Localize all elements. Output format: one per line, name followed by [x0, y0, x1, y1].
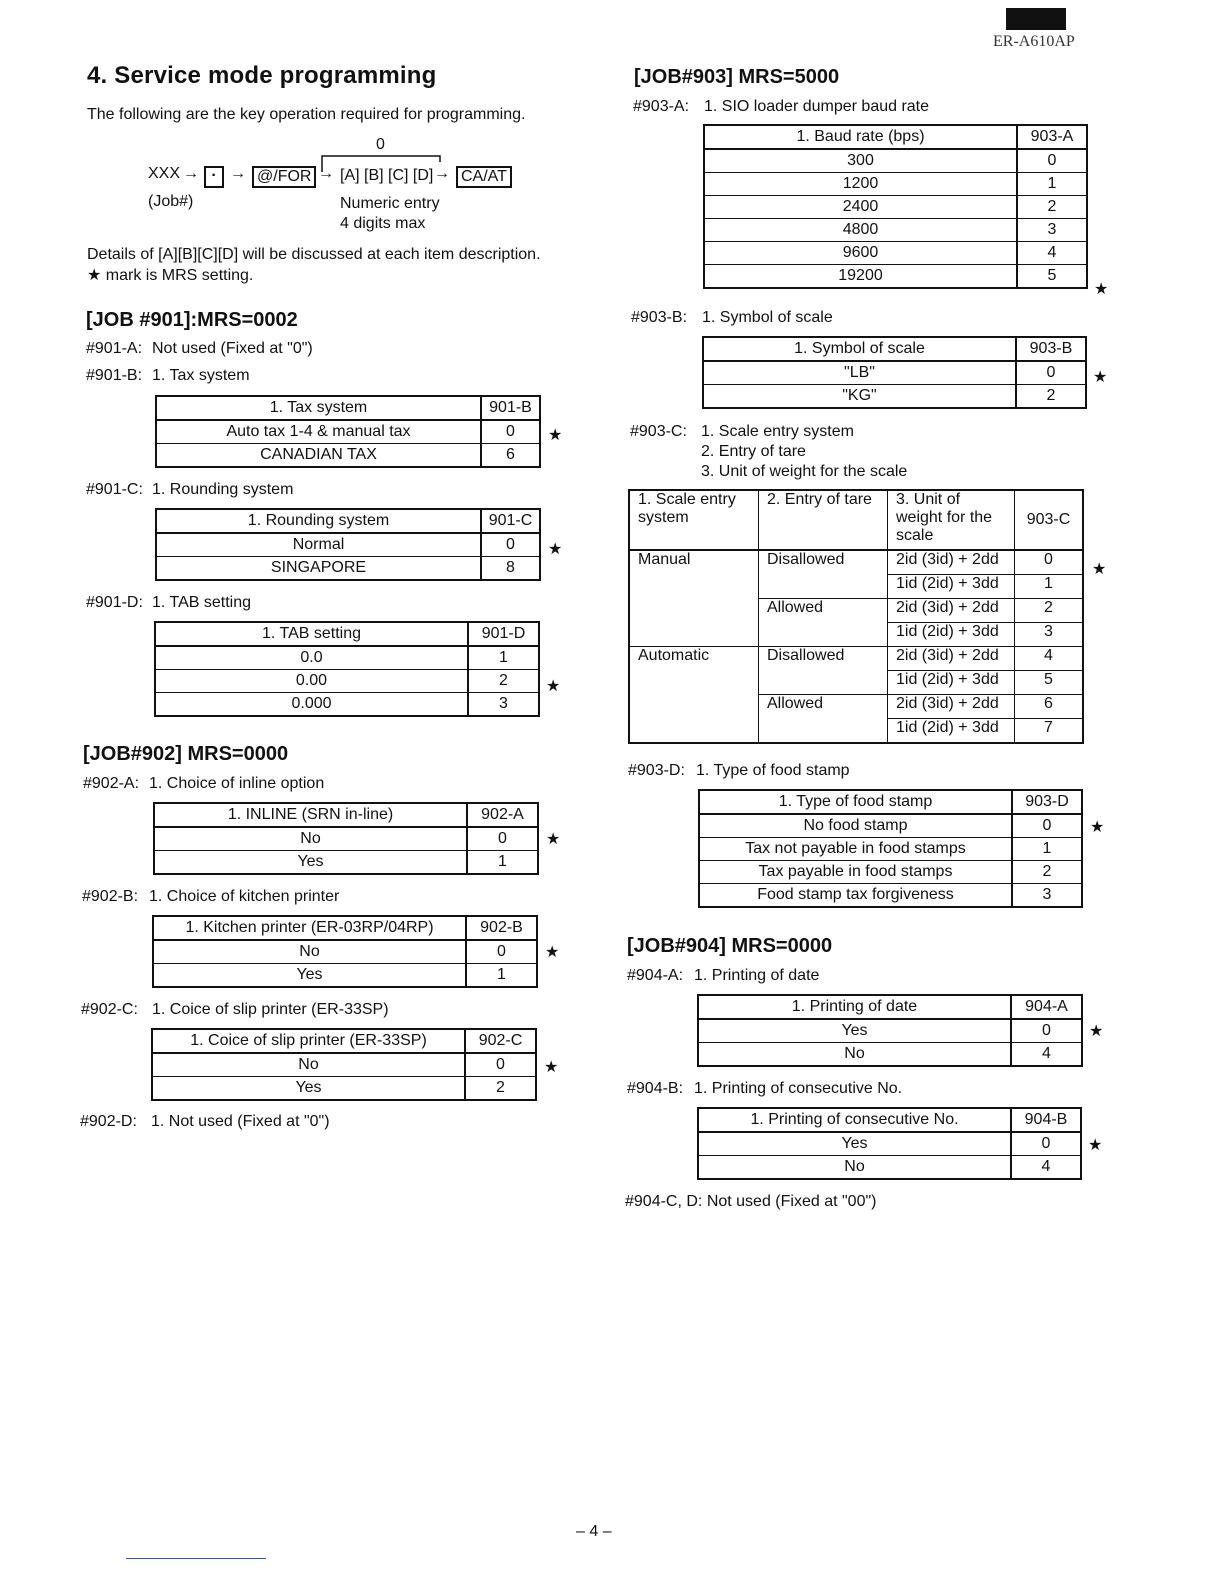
table-head-cell: 1. Coice of slip printer (ER-33SP)	[152, 1029, 465, 1053]
job901-d-label: #901-D:	[86, 594, 143, 611]
table-cell: No	[152, 1053, 465, 1077]
for-key: @/FOR	[252, 166, 316, 188]
table-row	[154, 827, 538, 851]
table-cell: No	[154, 827, 467, 851]
table-header-row	[154, 803, 538, 827]
mrs-star-901-b: ★	[548, 427, 563, 444]
table-row	[698, 1132, 1081, 1156]
table-cell: Automatic	[629, 647, 759, 744]
mrs-star-903-c: ★	[1092, 561, 1107, 578]
table-value-cell: 0	[466, 940, 537, 964]
table-row	[704, 196, 1087, 219]
table-head-cell: 1. INLINE (SRN in-line)	[154, 803, 467, 827]
table-cell: 2id (3id) + 2dd	[888, 599, 1015, 623]
table-value-cell: 3	[1012, 884, 1082, 908]
job901-d-text: 1. TAB setting	[152, 594, 252, 611]
table-cell: Auto tax 1-4 & manual tax	[156, 420, 481, 444]
table-value-cell: 2	[468, 670, 539, 693]
table-header-row	[156, 509, 540, 533]
job901-c-text: 1. Rounding system	[152, 481, 294, 498]
table-cell: No	[153, 940, 466, 964]
table-903-b	[702, 336, 1087, 409]
arrow-3: →	[318, 165, 334, 182]
table-row	[629, 550, 1083, 575]
job902-a-text: 1. Choice of inline option	[149, 775, 325, 792]
table-value-cell: 3	[1017, 219, 1087, 242]
table-row	[704, 173, 1087, 196]
table-cell: 19200	[704, 265, 1017, 289]
mrs-star-901-c: ★	[548, 541, 563, 558]
ca-at-key: CA/AT	[456, 166, 512, 188]
table-cell: 300	[704, 149, 1017, 173]
table-903-c	[628, 489, 1084, 744]
job902-c-text: 1. Coice of slip printer (ER-33SP)	[152, 1001, 389, 1018]
table-value-cell: 3	[468, 693, 539, 717]
table-value-cell: 6	[1015, 695, 1084, 719]
table-cell: CANADIAN TAX	[156, 444, 481, 468]
table-901-b	[155, 395, 541, 468]
job902-title: [JOB#902] MRS=0000	[83, 743, 289, 765]
table-row	[698, 1019, 1082, 1043]
table-row	[155, 670, 539, 693]
table-cell: Manual	[629, 550, 759, 647]
table-value-cell: 1	[1015, 575, 1084, 599]
table-code-cell: 903-D	[1012, 790, 1082, 814]
table-row	[156, 444, 540, 468]
section-title: 4. Service mode programming	[87, 62, 437, 89]
job904-a-text: 1. Printing of date	[694, 967, 820, 984]
table-row	[629, 647, 1083, 671]
table-cell: 0.00	[155, 670, 468, 693]
mrs-star-903-a: ★	[1094, 281, 1109, 298]
numeric-caption: Numeric entry	[340, 195, 440, 212]
mrs-star-902-c: ★	[544, 1059, 559, 1076]
arrow-4: →	[434, 165, 450, 182]
table-row	[703, 361, 1086, 385]
job901-title: [JOB #901]:MRS=0002	[86, 309, 298, 331]
details-note: Details of [A][B][C][D] will be discussed at each item description.	[87, 246, 541, 263]
table-row	[156, 533, 540, 557]
table-row	[153, 940, 537, 964]
table-row	[699, 814, 1082, 838]
job904-a-label: #904-A:	[627, 967, 684, 984]
job902-d-text: 1. Not used (Fixed at "0")	[151, 1113, 330, 1130]
table-head-cell: 1. Printing of consecutive No.	[698, 1108, 1011, 1132]
table-902-c	[151, 1028, 537, 1101]
table-cell: Tax payable in food stamps	[699, 861, 1012, 884]
table-cell: 1id (2id) + 3dd	[888, 671, 1015, 695]
entry-keys: [A] [B] [C] [D]	[340, 167, 434, 184]
table-header-row	[698, 1108, 1081, 1132]
table-901-c	[155, 508, 541, 581]
mrs-star-902-a: ★	[546, 831, 561, 848]
table-header-row	[698, 995, 1082, 1019]
table-head-cell: 1. Symbol of scale	[703, 337, 1016, 361]
table-head-cell: 1. Rounding system	[156, 509, 481, 533]
table-value-cell: 0	[467, 827, 538, 851]
table-header-row	[153, 916, 537, 940]
table-cell: "KG"	[703, 385, 1016, 409]
mrs-star-904-a: ★	[1089, 1023, 1104, 1040]
table-value-cell: 2	[1016, 385, 1086, 409]
table-cell: Yes	[698, 1132, 1011, 1156]
dot-key: ·	[204, 166, 224, 188]
zero-label: 0	[376, 136, 385, 153]
table-cell: "LB"	[703, 361, 1016, 385]
table-row	[703, 385, 1086, 409]
table-value-cell: 0	[481, 420, 540, 444]
job902-c-label: #902-C:	[81, 1001, 138, 1018]
table-head-cell: 1. Kitchen printer (ER-03RP/04RP)	[153, 916, 466, 940]
job903-b-label: #903-B:	[631, 309, 688, 326]
table-value-cell: 0	[481, 533, 540, 557]
table-cell: 2400	[704, 196, 1017, 219]
table-row	[698, 1156, 1081, 1180]
table-903-d	[698, 789, 1083, 908]
table-head-cell: 1. Scale entry system	[629, 490, 759, 550]
table-901-d	[154, 621, 540, 717]
table-row	[704, 149, 1087, 173]
table-code-cell: 902-A	[467, 803, 538, 827]
mrs-star-904-b: ★	[1088, 1137, 1103, 1154]
table-cell: Allowed	[759, 599, 888, 647]
job903-a-label: #903-A:	[633, 98, 690, 115]
table-cell: Tax not payable in food stamps	[699, 838, 1012, 861]
table-row	[154, 851, 538, 875]
model-number: ER-A610AP	[993, 33, 1075, 50]
job901-c-label: #901-C:	[86, 481, 143, 498]
corner-black-mark	[1006, 8, 1066, 30]
table-cell: Food stamp tax forgiveness	[699, 884, 1012, 908]
table-cell: 1id (2id) + 3dd	[888, 719, 1015, 744]
table-value-cell: 0	[1015, 550, 1084, 575]
table-cell: 9600	[704, 242, 1017, 265]
job903-c-item-1: 1. Scale entry system	[701, 423, 854, 440]
mrs-star-901-d: ★	[546, 678, 561, 695]
table-row	[699, 884, 1082, 908]
footer-rule	[126, 1558, 266, 1559]
page-number: – 4 –	[576, 1523, 612, 1540]
job903-a-text: 1. SIO loader dumper baud rate	[704, 98, 930, 115]
table-cell: SINGAPORE	[156, 557, 481, 581]
table-head-cell: 1. Baud rate (bps)	[704, 125, 1017, 149]
table-row	[156, 420, 540, 444]
job901-a-text: Not used (Fixed at "0")	[152, 340, 313, 357]
table-header-row	[156, 396, 540, 420]
job903-d-text: 1. Type of food stamp	[696, 762, 850, 779]
table-code-cell: 901-D	[468, 622, 539, 646]
job903-c-label: #903-C:	[630, 423, 687, 440]
table-header-row	[704, 125, 1087, 149]
table-value-cell: 1	[467, 851, 538, 875]
table-code-cell: 901-C	[481, 509, 540, 533]
table-header-row	[629, 490, 1083, 550]
table-code-cell: 901-B	[481, 396, 540, 420]
table-value-cell: 3	[1015, 623, 1084, 647]
mrs-star-903-b: ★	[1093, 369, 1108, 386]
job902-b-text: 1. Choice of kitchen printer	[149, 888, 340, 905]
table-cell: No food stamp	[699, 814, 1012, 838]
digits-caption: 4 digits max	[340, 215, 426, 232]
table-value-cell: 6	[481, 444, 540, 468]
table-value-cell: 0	[1016, 361, 1086, 385]
table-value-cell: 2	[465, 1077, 536, 1101]
mrs-star-903-d: ★	[1090, 819, 1105, 836]
table-value-cell: 0	[1017, 149, 1087, 173]
table-code-cell: 904-A	[1011, 995, 1082, 1019]
table-value-cell: 1	[1012, 838, 1082, 861]
job-number-key: XXX	[148, 165, 181, 182]
table-cell: No	[698, 1156, 1011, 1180]
arrow-2: →	[230, 165, 246, 182]
table-cell: 0.0	[155, 646, 468, 670]
table-cell: 1id (2id) + 3dd	[888, 575, 1015, 599]
table-cell: 0.000	[155, 693, 468, 717]
table-902-a	[153, 802, 539, 875]
table-code-cell: 902-C	[465, 1029, 536, 1053]
table-head-cell: 2. Entry of tare	[759, 490, 888, 550]
table-value-cell: 1	[1017, 173, 1087, 196]
table-code-cell: 903-B	[1016, 337, 1086, 361]
table-head-cell: 1. Printing of date	[698, 995, 1011, 1019]
table-cell: Allowed	[759, 695, 888, 744]
table-cell: Normal	[156, 533, 481, 557]
table-904-a	[697, 994, 1083, 1067]
arrow-1: →	[183, 165, 199, 182]
table-cell: Yes	[152, 1077, 465, 1101]
table-cell: 2id (3id) + 2dd	[888, 695, 1015, 719]
table-code-cell: 904-B	[1011, 1108, 1081, 1132]
table-cell: 4800	[704, 219, 1017, 242]
intro-text: The following are the key operation required for programming.	[87, 106, 526, 123]
table-row	[152, 1053, 536, 1077]
table-row	[699, 861, 1082, 884]
mrs-star-902-b: ★	[545, 944, 560, 961]
job904-b-label: #904-B:	[627, 1080, 684, 1097]
table-value-cell: 2	[1017, 196, 1087, 219]
table-code-cell: 903-C	[1015, 490, 1084, 550]
table-row	[698, 1043, 1082, 1067]
job903-c-item-2: 2. Entry of tare	[701, 443, 806, 460]
table-row	[152, 1077, 536, 1101]
table-value-cell: 4	[1017, 242, 1087, 265]
table-row	[153, 964, 537, 988]
table-904-b	[697, 1107, 1082, 1180]
table-head-cell: 1. Tax system	[156, 396, 481, 420]
table-head-cell: 1. Type of food stamp	[699, 790, 1012, 814]
table-row	[155, 646, 539, 670]
table-cell: Yes	[153, 964, 466, 988]
table-902-b	[152, 915, 538, 988]
job-caption: (Job#)	[148, 193, 194, 210]
table-value-cell: 1	[468, 646, 539, 670]
table-value-cell: 0	[1011, 1132, 1081, 1156]
table-cell: 1200	[704, 173, 1017, 196]
table-row	[704, 242, 1087, 265]
table-value-cell: 4	[1011, 1043, 1082, 1067]
job902-a-label: #902-A:	[83, 775, 140, 792]
table-value-cell: 4	[1015, 647, 1084, 671]
job901-a-label: #901-A:	[86, 340, 143, 357]
job904-b-text: 1. Printing of consecutive No.	[694, 1080, 903, 1097]
job901-b-label: #901-B:	[86, 367, 143, 384]
table-value-cell: 2	[1012, 861, 1082, 884]
job903-title: [JOB#903] MRS=5000	[634, 66, 840, 88]
table-row	[699, 838, 1082, 861]
job904-title: [JOB#904] MRS=0000	[627, 935, 833, 957]
job902-d-label: #902-D:	[80, 1113, 137, 1130]
mrs-note: ★ mark is MRS setting.	[87, 267, 254, 284]
table-value-cell: 8	[481, 557, 540, 581]
table-cell: 1id (2id) + 3dd	[888, 623, 1015, 647]
table-header-row	[703, 337, 1086, 361]
job901-b-text: 1. Tax system	[152, 367, 250, 384]
table-cell: Disallowed	[759, 647, 888, 695]
table-cell: Yes	[154, 851, 467, 875]
table-row	[155, 693, 539, 717]
job903-c-item-3: 3. Unit of weight for the scale	[701, 463, 908, 480]
table-code-cell: 903-A	[1017, 125, 1087, 149]
table-head-cell: 3. Unit of weight for the scale	[888, 490, 1015, 550]
table-value-cell: 2	[1015, 599, 1084, 623]
table-code-cell: 902-B	[466, 916, 537, 940]
table-cell: Disallowed	[759, 550, 888, 599]
table-header-row	[152, 1029, 536, 1053]
table-cell: Yes	[698, 1019, 1011, 1043]
table-row	[704, 265, 1087, 289]
table-header-row	[699, 790, 1082, 814]
table-cell: 2id (3id) + 2dd	[888, 647, 1015, 671]
table-value-cell: 7	[1015, 719, 1084, 744]
table-value-cell: 0	[465, 1053, 536, 1077]
table-row	[156, 557, 540, 581]
table-head-cell: 1. TAB setting	[155, 622, 468, 646]
table-value-cell: 1	[466, 964, 537, 988]
job903-d-label: #903-D:	[628, 762, 685, 779]
table-value-cell: 4	[1011, 1156, 1081, 1180]
table-cell: No	[698, 1043, 1011, 1067]
table-903-a	[703, 124, 1088, 289]
job902-b-label: #902-B:	[82, 888, 139, 905]
table-value-cell: 0	[1012, 814, 1082, 838]
table-value-cell: 0	[1011, 1019, 1082, 1043]
table-cell: 2id (3id) + 2dd	[888, 550, 1015, 575]
job903-b-text: 1. Symbol of scale	[702, 309, 833, 326]
table-header-row	[155, 622, 539, 646]
table-value-cell: 5	[1015, 671, 1084, 695]
table-value-cell: 5	[1017, 265, 1087, 289]
job904-cd-text: #904-C, D: Not used (Fixed at "00")	[625, 1193, 877, 1210]
table-row	[704, 219, 1087, 242]
